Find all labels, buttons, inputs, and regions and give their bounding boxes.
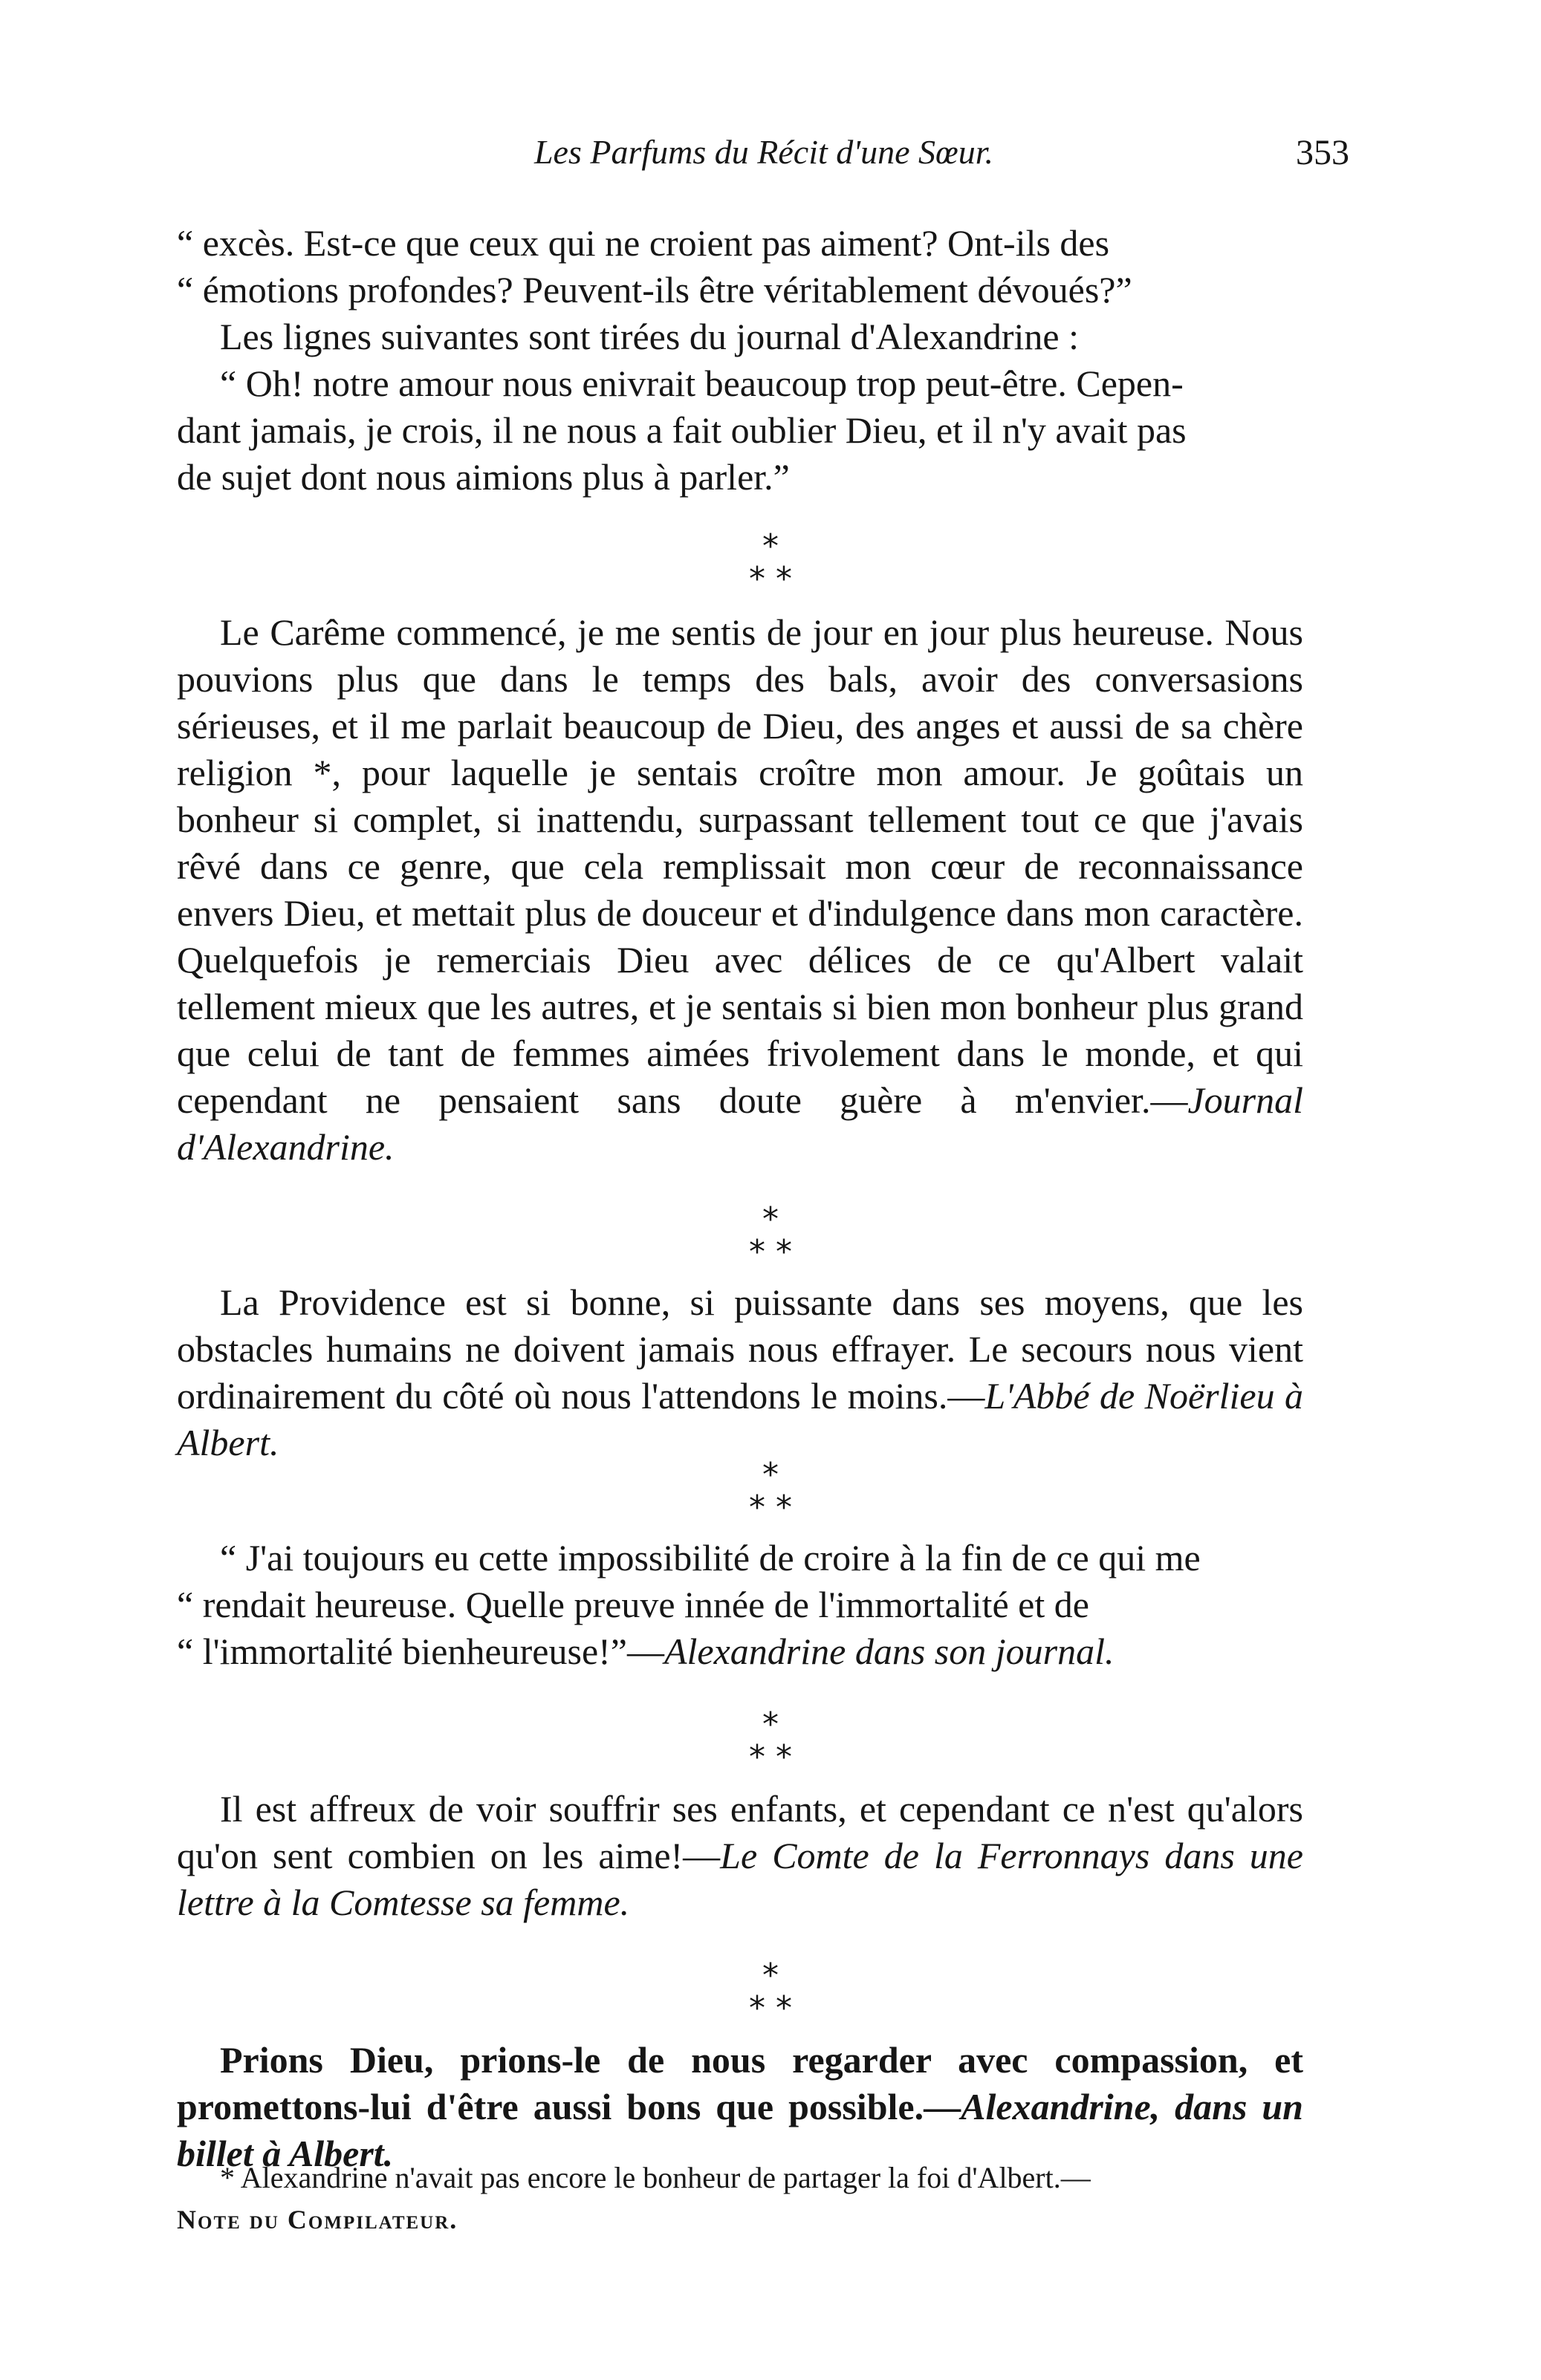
- section-separator: * **: [749, 527, 802, 598]
- source-attribution: Journal d'Alexandrine.: [177, 1079, 1303, 1168]
- source-attribution: Alexandrine dans son journal.: [664, 1630, 1115, 1672]
- paragraph-providence: [177, 1279, 1303, 1466]
- text-line: Les lignes suivantes sont tirées du journal d'Alexandrine :: [220, 316, 1079, 357]
- text-line: “ émotions profondes? Peuvent-ils être véritablement dévoués?”: [177, 269, 1132, 310]
- section-separator: * **: [749, 1200, 802, 1271]
- text-line: de sujet dont nous aimions plus à parler.”: [177, 456, 790, 498]
- page-number: 353: [1296, 133, 1349, 172]
- text-line: “ J'ai toujours eu cette impossibilité de croire à la fin de ce qui me: [220, 1537, 1201, 1578]
- text-line: “ l'immortalité bienheureuse!”—Alexandrine dans son journal.: [177, 1630, 1115, 1672]
- paragraph-text: Il est affreux de voir souffrir ses enfants, et cependant ce n'est qu'alors qu'on sent combien on les aime!—Le Comte de la Ferronnays dans une lettre à la Comtesse sa femme.: [177, 1788, 1303, 1923]
- source-attribution: Alexandrine, dans un billet à Albert.: [177, 2086, 1303, 2174]
- quote-continuation: [177, 220, 1303, 313]
- text-line: “ excès. Est-ce que ceux qui ne croient pas aiment? Ont-ils des: [177, 222, 1110, 264]
- section-separator: * **: [749, 1706, 802, 1776]
- running-title: Les Parfums du Récit d'une Sœur.: [533, 133, 994, 171]
- section-separator: * **: [749, 1957, 802, 2027]
- journal-excerpt: [177, 313, 1303, 501]
- footnote: [177, 2157, 1303, 2240]
- paragraph-text: Prions Dieu, prions-le de nous regarder avec compassion, et promettons-lui d'être aussi bons que possible.—Alexandrine, dans un billet à Albert.: [177, 2039, 1303, 2174]
- text-line: “ Oh! notre amour nous enivrait beaucoup trop peut-être. Cepen-: [220, 362, 1184, 404]
- paragraph-text: La Providence est si bonne, si puissante dans ses moyens, que les obstacles humains ne doivent jamais nous effrayer. Le secours nous vient ordinairement du côté où nous l'attendons le moins.—L'Abbé de Noërlieu à Albert.: [177, 1281, 1303, 1463]
- paragraph-enfants: [177, 1786, 1303, 1926]
- source-attribution: L'Abbé de Noërlieu à Albert.: [177, 1375, 1303, 1463]
- footnote-signature: Note du Compilateur.: [177, 2205, 458, 2234]
- paragraph-prions: [177, 2037, 1303, 2177]
- text-line: “ rendait heureuse. Quelle preuve innée de l'immortalité et de: [177, 1584, 1089, 1625]
- page-header: [178, 132, 1349, 184]
- paragraph-careme: [177, 609, 1303, 1171]
- quote-immortalite: [177, 1535, 1303, 1675]
- footnote-text: * Alexandrine n'avait pas encore le bonheur de partager la foi d'Albert.—: [220, 2161, 1091, 2194]
- paragraph-text: Le Carême commencé, je me sentis de jour en jour plus heureuse. Nous pouvions plus que dans le temps des bals, avoir des conversasions sérieuses, et il me parlait beaucoup de Dieu, des anges et aussi de sa chère religion *, pour laquelle je sentais croître mon amour. Je goûtais un bonheur si complet, si inattendu, surpassant tellement tout ce que j'avais rêvé dans ce genre, que cela remplissait mon cœur de reconnaissance envers Dieu, et mettait plus de douceur et d'indulgence dans mon caractère. Quelquefois je remerciais Dieu avec délices de ce qu'Albert valait tellement mieux que les autres, et je sentais si bien mon bonheur plus grand que celui de tant de femmes aimées frivolement dans le monde, et qui cependant ne pensaient sans doute guère à m'envier.—Journal d'Alexandrine.: [177, 611, 1303, 1168]
- section-separator: * **: [749, 1456, 802, 1526]
- source-attribution: Le Comte de la Ferronnays dans une lettre à la Comtesse sa femme.: [177, 1835, 1303, 1923]
- text-line: dant jamais, je crois, il ne nous a fait oublier Dieu, et il n'y avait pas: [177, 409, 1187, 451]
